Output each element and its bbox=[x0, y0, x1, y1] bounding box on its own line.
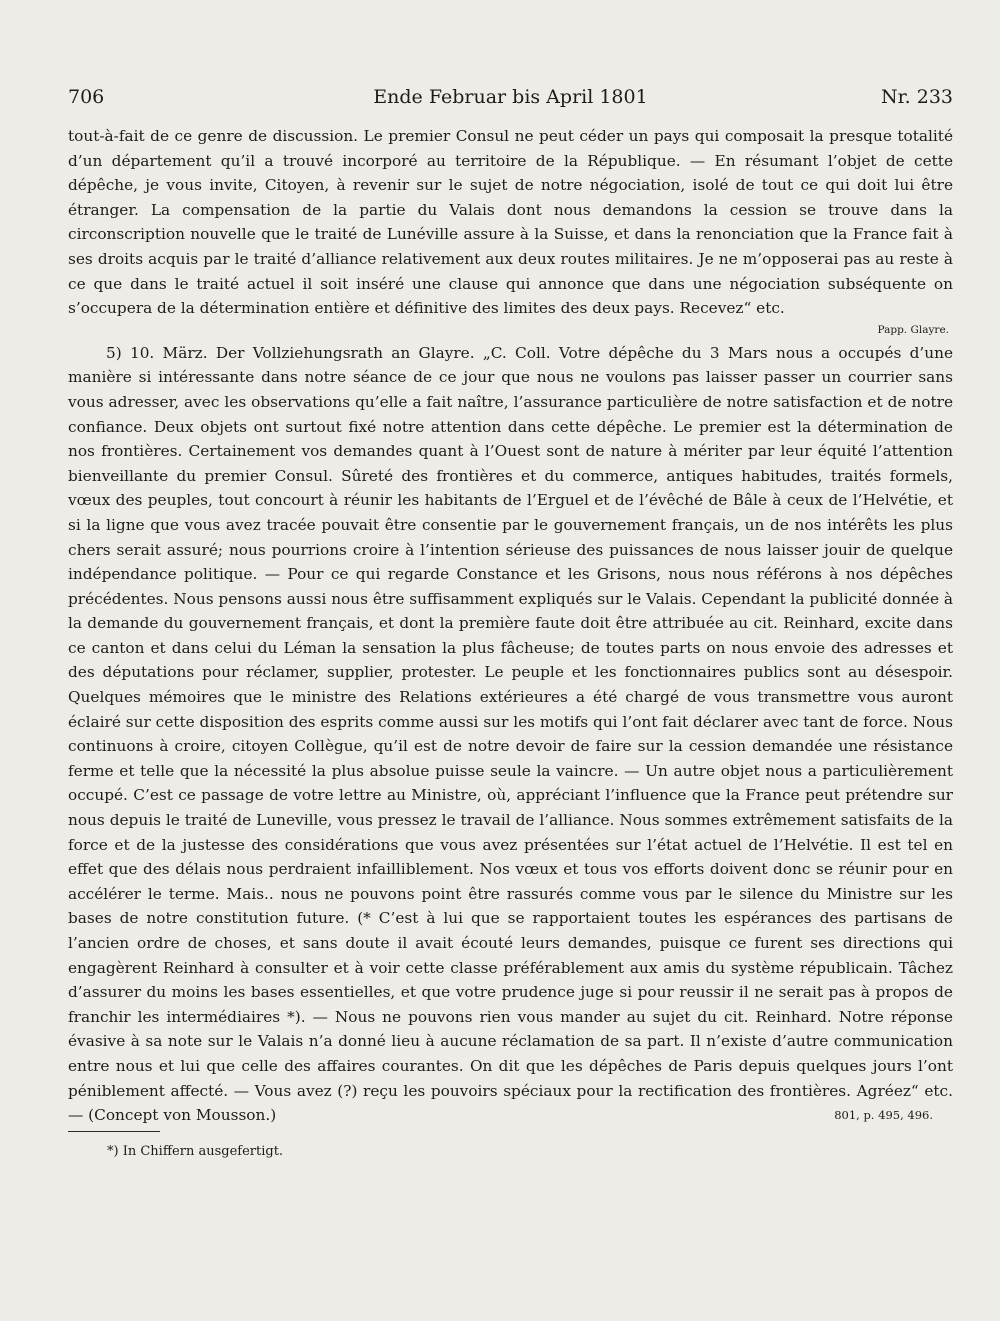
running-head bbox=[68, 86, 953, 112]
footnote: *) In Chiffern ausgefertigt. bbox=[107, 1144, 284, 1159]
entry-paragraph-5 bbox=[68, 341, 953, 1128]
page-number: 706 bbox=[68, 86, 105, 108]
running-title: Ende Februar bis April 1801 bbox=[373, 86, 648, 108]
entry-5-text: 5) 10. März. Der Vollziehungsrath an Glayre. „C. Coll. Votre dépêche du 3 Mars nous a occupés d’une manière si intéressante dans notre séance de ce jour que nous ne voulons pas laisser passer un courrier sans vous adresser, avec les observations qu’elle a fait naître, l’assurance particulière de notre satisfaction et de notre confiance. Deux objets ont surtout fixé notre attention dans cette dépêche. Le premier est la détermination de nos frontières. Certainement vos demandes quant à l’Ouest sont de nature à mériter par leur équité l’attention bienveillante du premier Consul. Sûreté des frontières et du commerce, antiques habitudes, traités formels, vœux des peuples, tout concourt à réunir les habitants de l’Erguel et de l’évêché de Bâle à ceux de l’Helvétie, et si la ligne que vous avez tracée pouvait être consentie par le gouvernement français, un de nos intérêts les plus chers serait assuré; nous pourrions croire à l’intention sérieuse des puissances de nous laisser jouir de quelque indépendance politique. — Pour ce qui regarde Constance et les Grisons, nous nous référons à nos dépêches précédentes. Nous pensons aussi nous être suffisamment expliqués sur le Valais. Cependant la publicité donnée à la demande du gouvernement français, et dont la première faute doit être attribuée au cit. Reinhard, excite dans ce canton et dans celui du Léman la sensation la plus fâcheuse; de toutes parts on nous envoie des adresses et des députations pour réclamer, supplier, protester. Le peuple et les fonctionnaires publics sont au désespoir. Quelques mémoires que le ministre des Relations extérieures a été chargé de vous transmettre vous auront éclairé sur cette disposition des esprits comme aussi sur les motifs qui l’ont fait déclarer avec tant de force. Nous continuons à croire, citoyen Collègue, qu’il est de notre devoir de faire sur la cession demandée une résistance ferme et telle que la nécessité la plus absolue puisse seule la vaincre. — Un autre objet nous a particulièrement occupé. C’est ce passage de votre lettre au Ministre, où, appréciant l’influence que la France peut prétendre sur nous depuis le traité de Luneville, vous pressez le travail de l’alliance. Nous sommes extrêmement satisfaits de la force et de la justesse des considérations que vous avez présentées sur l’état actuel de l’Helvétie. Il est tel en effet que des délais nous perdraient infailliblement. Nos vœux et tous vos efforts doivent donc se réunir pour en accélérer le terme. Mais.. nous ne pouvons point être rassurés comme vous par le silence du Ministre sur les bases de notre constitution future. (* C’est à lui que se rapportaient toutes les espérances des partisans de l’ancien ordre de choses, et sans doute il avait écouté leurs demandes, puisque ce furent ses directions qui engagèrent Reinhard à consulter et à voir cette classe préférablement aux amis du système républicain. Tâchez d’assurer du moins les bases essentielles, et que votre prudence juge si pour reussir il ne serait pas à propos de franchir les intermédiaires *). — Nous ne pouvons rien vous mander au sujet du cit. Reinhard. Notre réponse évasive à sa note sur le Valais n’a donné lieu à aucune réclamation de sa part. Il n’existe d’autre communication entre nous et lui que celle des affaires courantes. On dit que les dépêches de Paris depuis quelques jours l’ont péniblement affecté. — Vous avez (?) reçu les pouvoirs spéciaux pour la rectification des frontières. Agréez“ etc. — (Concept von Mousson.) bbox=[68, 343, 953, 1125]
main-text bbox=[68, 124, 953, 1128]
source-reference: Papp. Glayre. bbox=[877, 323, 949, 336]
continuation-paragraph: tout-à-fait de ce genre de discussion. Le premier Consul ne peut céder un pays qui composait la presque totalité d’un département qu’il a trouvé incorporé au territoire de la République. — En résumant l’objet de cette dépêche, je vous invite, Citoyen, à revenir sur le sujet de notre négociation, isolé de tout ce qui doit lui être étranger. La compensation de la partie du Valais dont nous demandons la cession se trouve dans la circonscription nouvelle que le traité de Lunéville assure à la Suisse, et dans la renonciation que la France fait à ses droits acquis par le traité d’alliance relativement aux deux routes militaires. Je ne m’opposerai pas au reste à ce que dans le traité actuel il soit inséré une clause qui annonce que dans une négociation subséquente on s’occupera de la détermination entière et définitive des limites des deux pays. Recevez“ etc. bbox=[68, 127, 953, 318]
archive-reference: 801, p. 495, 496. bbox=[834, 1108, 933, 1123]
document-number: Nr. 233 bbox=[881, 86, 953, 108]
footnote-rule bbox=[68, 1131, 160, 1132]
